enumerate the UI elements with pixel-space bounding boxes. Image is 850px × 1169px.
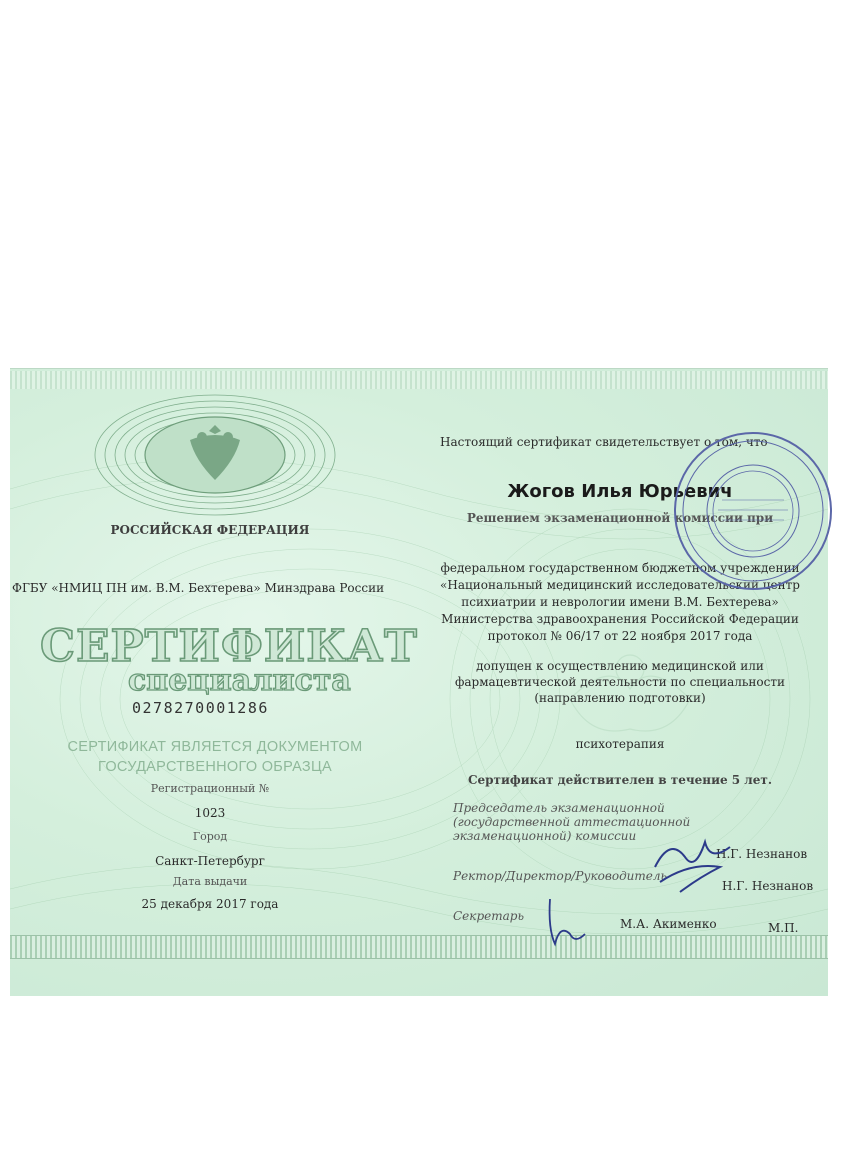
secretary-signature-icon — [540, 889, 590, 949]
chair-label-line-1: Председатель экзаменационной — [453, 801, 665, 815]
admission-line-3: (направлению подготовки) — [534, 691, 706, 705]
decision-intro: Решением экзаменационной комиссии при — [466, 511, 774, 525]
coat-of-arms-emblem — [90, 385, 340, 535]
round-stamp-icon — [672, 430, 834, 592]
admission-line-1: допущен к осуществлению медицинской или — [476, 659, 764, 673]
secretary-label: Секретарь — [453, 909, 524, 923]
city-label: Город — [192, 830, 228, 843]
rector-label: Ректор/Директор/Руководитель — [453, 869, 668, 883]
specialty-value: психотерапия — [575, 737, 665, 751]
intro-text: Настоящий сертификат свидетельствует о том, что — [440, 435, 768, 449]
chair-label-line-3: экзаменационной) комиссии — [453, 829, 637, 843]
serial-number: 0278270001286 — [132, 699, 269, 717]
admission-line-2: фармацевтической деятельности по специальности — [454, 675, 786, 689]
issue-date-label: Дата выдачи — [172, 875, 248, 888]
city-value: Санкт-Петербург — [155, 854, 265, 868]
decision-line-4: Министерства здравоохранения Российской Федерации — [441, 612, 799, 626]
certificate-title: СЕРТИФИКАТ — [40, 621, 418, 672]
issuer-label: ФГБУ «НМИЦ ПН им. В.М. Бехтерева» Минздрава России — [12, 581, 385, 595]
decision-line-2: «Национальный медицинский исследовательский центр — [440, 578, 800, 592]
state-document-line-2: ГОСУДАРСТВЕННОГО ОБРАЗЦА — [98, 759, 332, 775]
bottom-border — [10, 935, 828, 959]
chair-label-line-2: (государственной аттестационной — [453, 815, 691, 829]
rector-name: Н.Г. Незнанов — [722, 879, 814, 893]
validity-text: Сертификат действителен в течение 5 лет. — [467, 773, 773, 787]
seal-label: М.П. — [768, 921, 799, 935]
country-label: РОССИЙСКАЯ ФЕДЕРАЦИЯ — [110, 523, 310, 537]
secretary-name: М.А. Акименко — [620, 917, 717, 931]
chair-signature-icon — [650, 827, 740, 897]
state-document-line-1: СЕРТИФИКАТ ЯВЛЯЕТСЯ ДОКУМЕНТОМ — [67, 739, 363, 755]
decision-line-5: протокол № 06/17 от 22 ноября 2017 года — [487, 629, 753, 643]
holder-name: Жогов Илья Юрьевич — [507, 481, 733, 502]
decision-line-1: федеральном государственном бюджетном учреждении — [440, 561, 800, 575]
issue-date-value: 25 декабря 2017 года — [141, 897, 279, 911]
registration-number: 1023 — [194, 806, 226, 820]
certificate-subtitle: специалиста — [128, 663, 351, 698]
decision-line-3: психиатрии и неврологии имени В.М. Бехтерева» — [461, 595, 779, 609]
registration-label: Регистрационный № — [150, 782, 270, 795]
chair-name: Н.Г. Незнанов — [716, 847, 808, 861]
